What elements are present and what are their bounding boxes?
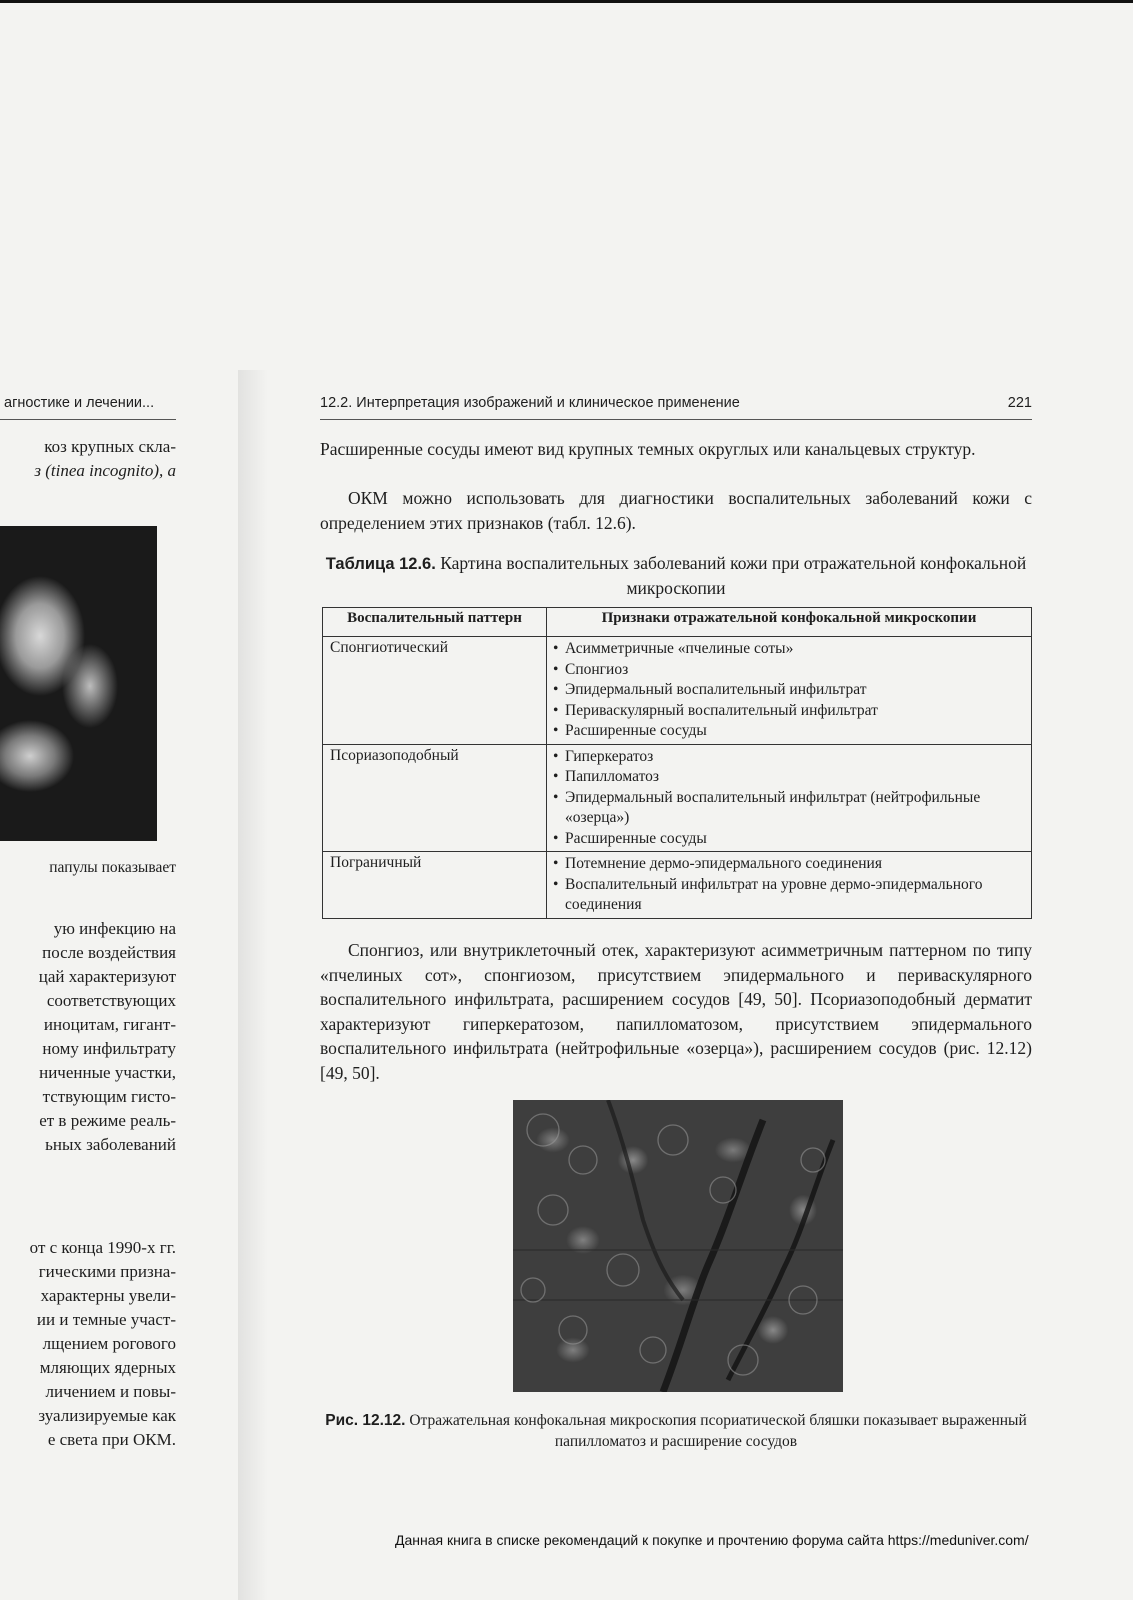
left-text-line: ниченные участки,	[39, 1063, 176, 1082]
feature-item: • Папилломатоз	[553, 767, 1025, 788]
left-text-line: личением и повы-	[45, 1382, 176, 1401]
page-number: 221	[1007, 395, 1032, 411]
footer-note: Данная книга в списке рекомендаций к покупке и прочтению форума сайта https://meduniver.com/	[395, 1532, 1029, 1548]
table-caption	[320, 551, 1032, 600]
feature-item: • Асимметричные «пчелиные соты»	[553, 639, 1025, 660]
column-header: Воспалительный паттерн	[323, 608, 547, 637]
left-text-line: от с конца 1990-х гг.	[29, 1238, 176, 1257]
left-text-line: ьных заболеваний	[45, 1135, 176, 1154]
left-text-line: цай характеризуют	[38, 967, 176, 986]
confocal-microscopy-image	[513, 1100, 843, 1392]
left-text-line: тствующим гисто-	[42, 1087, 176, 1106]
left-photo-caption: папулы показывает	[49, 859, 176, 876]
left-text-line: ую инфекцию на	[53, 919, 176, 938]
feature-list	[553, 854, 1025, 916]
feature-item: • Потемнение дермо-эпидермального соединения	[553, 854, 1025, 875]
table-row	[323, 744, 1032, 852]
left-text-line: соответствующих	[46, 991, 176, 1010]
left-text-line: лщением рогового	[42, 1334, 176, 1353]
feature-item: • Периваскулярный воспалительный инфильтрат	[553, 701, 1025, 722]
figure-caption-label: Рис. 12.12.	[325, 1412, 406, 1429]
table-caption-label: Таблица 12.6.	[325, 555, 436, 573]
running-header	[320, 395, 1032, 419]
left-text-line: мляющих ядерных	[39, 1358, 176, 1377]
left-text-line: ному инфильтрату	[42, 1039, 176, 1058]
table-header-row	[323, 608, 1032, 637]
feature-item: • Воспалительный инфильтрат на уровне дермо-эпидермального соединения	[553, 875, 1025, 916]
features-cell	[547, 744, 1032, 852]
pattern-cell: Пограничный	[323, 852, 547, 919]
feature-list	[553, 639, 1025, 742]
left-text-line: ет в режиме реаль-	[39, 1111, 176, 1130]
feature-item: • Спонгиоз	[553, 660, 1025, 681]
section-title: 12.2. Интерпретация изображений и клиническое применение	[320, 395, 740, 411]
left-clinical-photo	[0, 526, 157, 841]
book-gutter-shadow	[238, 370, 268, 1600]
figure-caption	[320, 1410, 1032, 1452]
features-cell	[547, 637, 1032, 745]
left-text-line: зуализируемые как	[38, 1406, 176, 1425]
feature-item: • Эпидермальный воспалительный инфильтрат	[553, 680, 1025, 701]
column-header: Признаки отражательной конфокальной микроскопии	[547, 608, 1032, 637]
pattern-cell: Псориазоподобный	[323, 744, 547, 852]
left-text-line: з (tinea incognito), а	[34, 461, 176, 480]
left-text-line: иноцитам, гигант-	[43, 1015, 176, 1034]
left-running-header: агностике и лечении...	[4, 395, 155, 411]
left-text-line: характерны увели-	[40, 1286, 176, 1305]
table-row	[323, 852, 1032, 919]
scan-top-edge	[0, 0, 1133, 3]
feature-item: • Эпидермальный воспалительный инфильтрат (нейтрофильные «озерца»)	[553, 788, 1025, 829]
paragraph: ОКМ можно использовать для диагностики воспалительных заболеваний кожи с определением этих признаков (табл. 12.6).	[320, 488, 1032, 533]
feature-item: • Расширенные сосуды	[553, 829, 1025, 850]
features-cell	[547, 852, 1032, 919]
left-text-line: е света при ОКМ.	[47, 1430, 176, 1449]
inflammation-table	[322, 607, 1032, 919]
left-text-line: после воздействия	[42, 943, 176, 962]
table-row	[323, 637, 1032, 745]
left-header-rule	[0, 419, 176, 420]
pattern-cell: Спонгиотический	[323, 637, 547, 745]
figure-caption-text: Отражательная конфокальная микроскопия псориатической бляшки показывает выраженный папилломатоз и расширение сосудов	[409, 1412, 1027, 1450]
feature-item: • Гиперкератоз	[553, 747, 1025, 768]
left-text-line: ии и темные участ-	[36, 1310, 176, 1329]
feature-list	[553, 747, 1025, 850]
feature-item: • Расширенные сосуды	[553, 721, 1025, 742]
left-text-line: коз крупных скла-	[44, 437, 176, 456]
header-rule	[320, 419, 1032, 420]
table-caption-text: Картина воспалительных заболеваний кожи при отражательной конфокальной микроскопии	[440, 553, 1027, 598]
paragraph: Расширенные сосуды имеют вид крупных темных округлых или канальцевых структур.	[320, 439, 976, 459]
left-text-line: гическими призна-	[38, 1262, 176, 1281]
paragraph: Спонгиоз, или внутриклеточный отек, характеризуют асимметричным паттерном по типу «пчелиных сот», спонгиозом, присутствием эпидермального и периваскулярного воспалительного инфильтрата, расширением сосудов [49, 50]. Псориазоподобный дерматит характеризуют гиперкератозом, папилломатозом, присутствием эпидермального воспалительного инфильтрата (нейтрофильные «озерца»), расширением сосудов (рис. 12.12) [49, 50].	[320, 940, 1032, 1083]
